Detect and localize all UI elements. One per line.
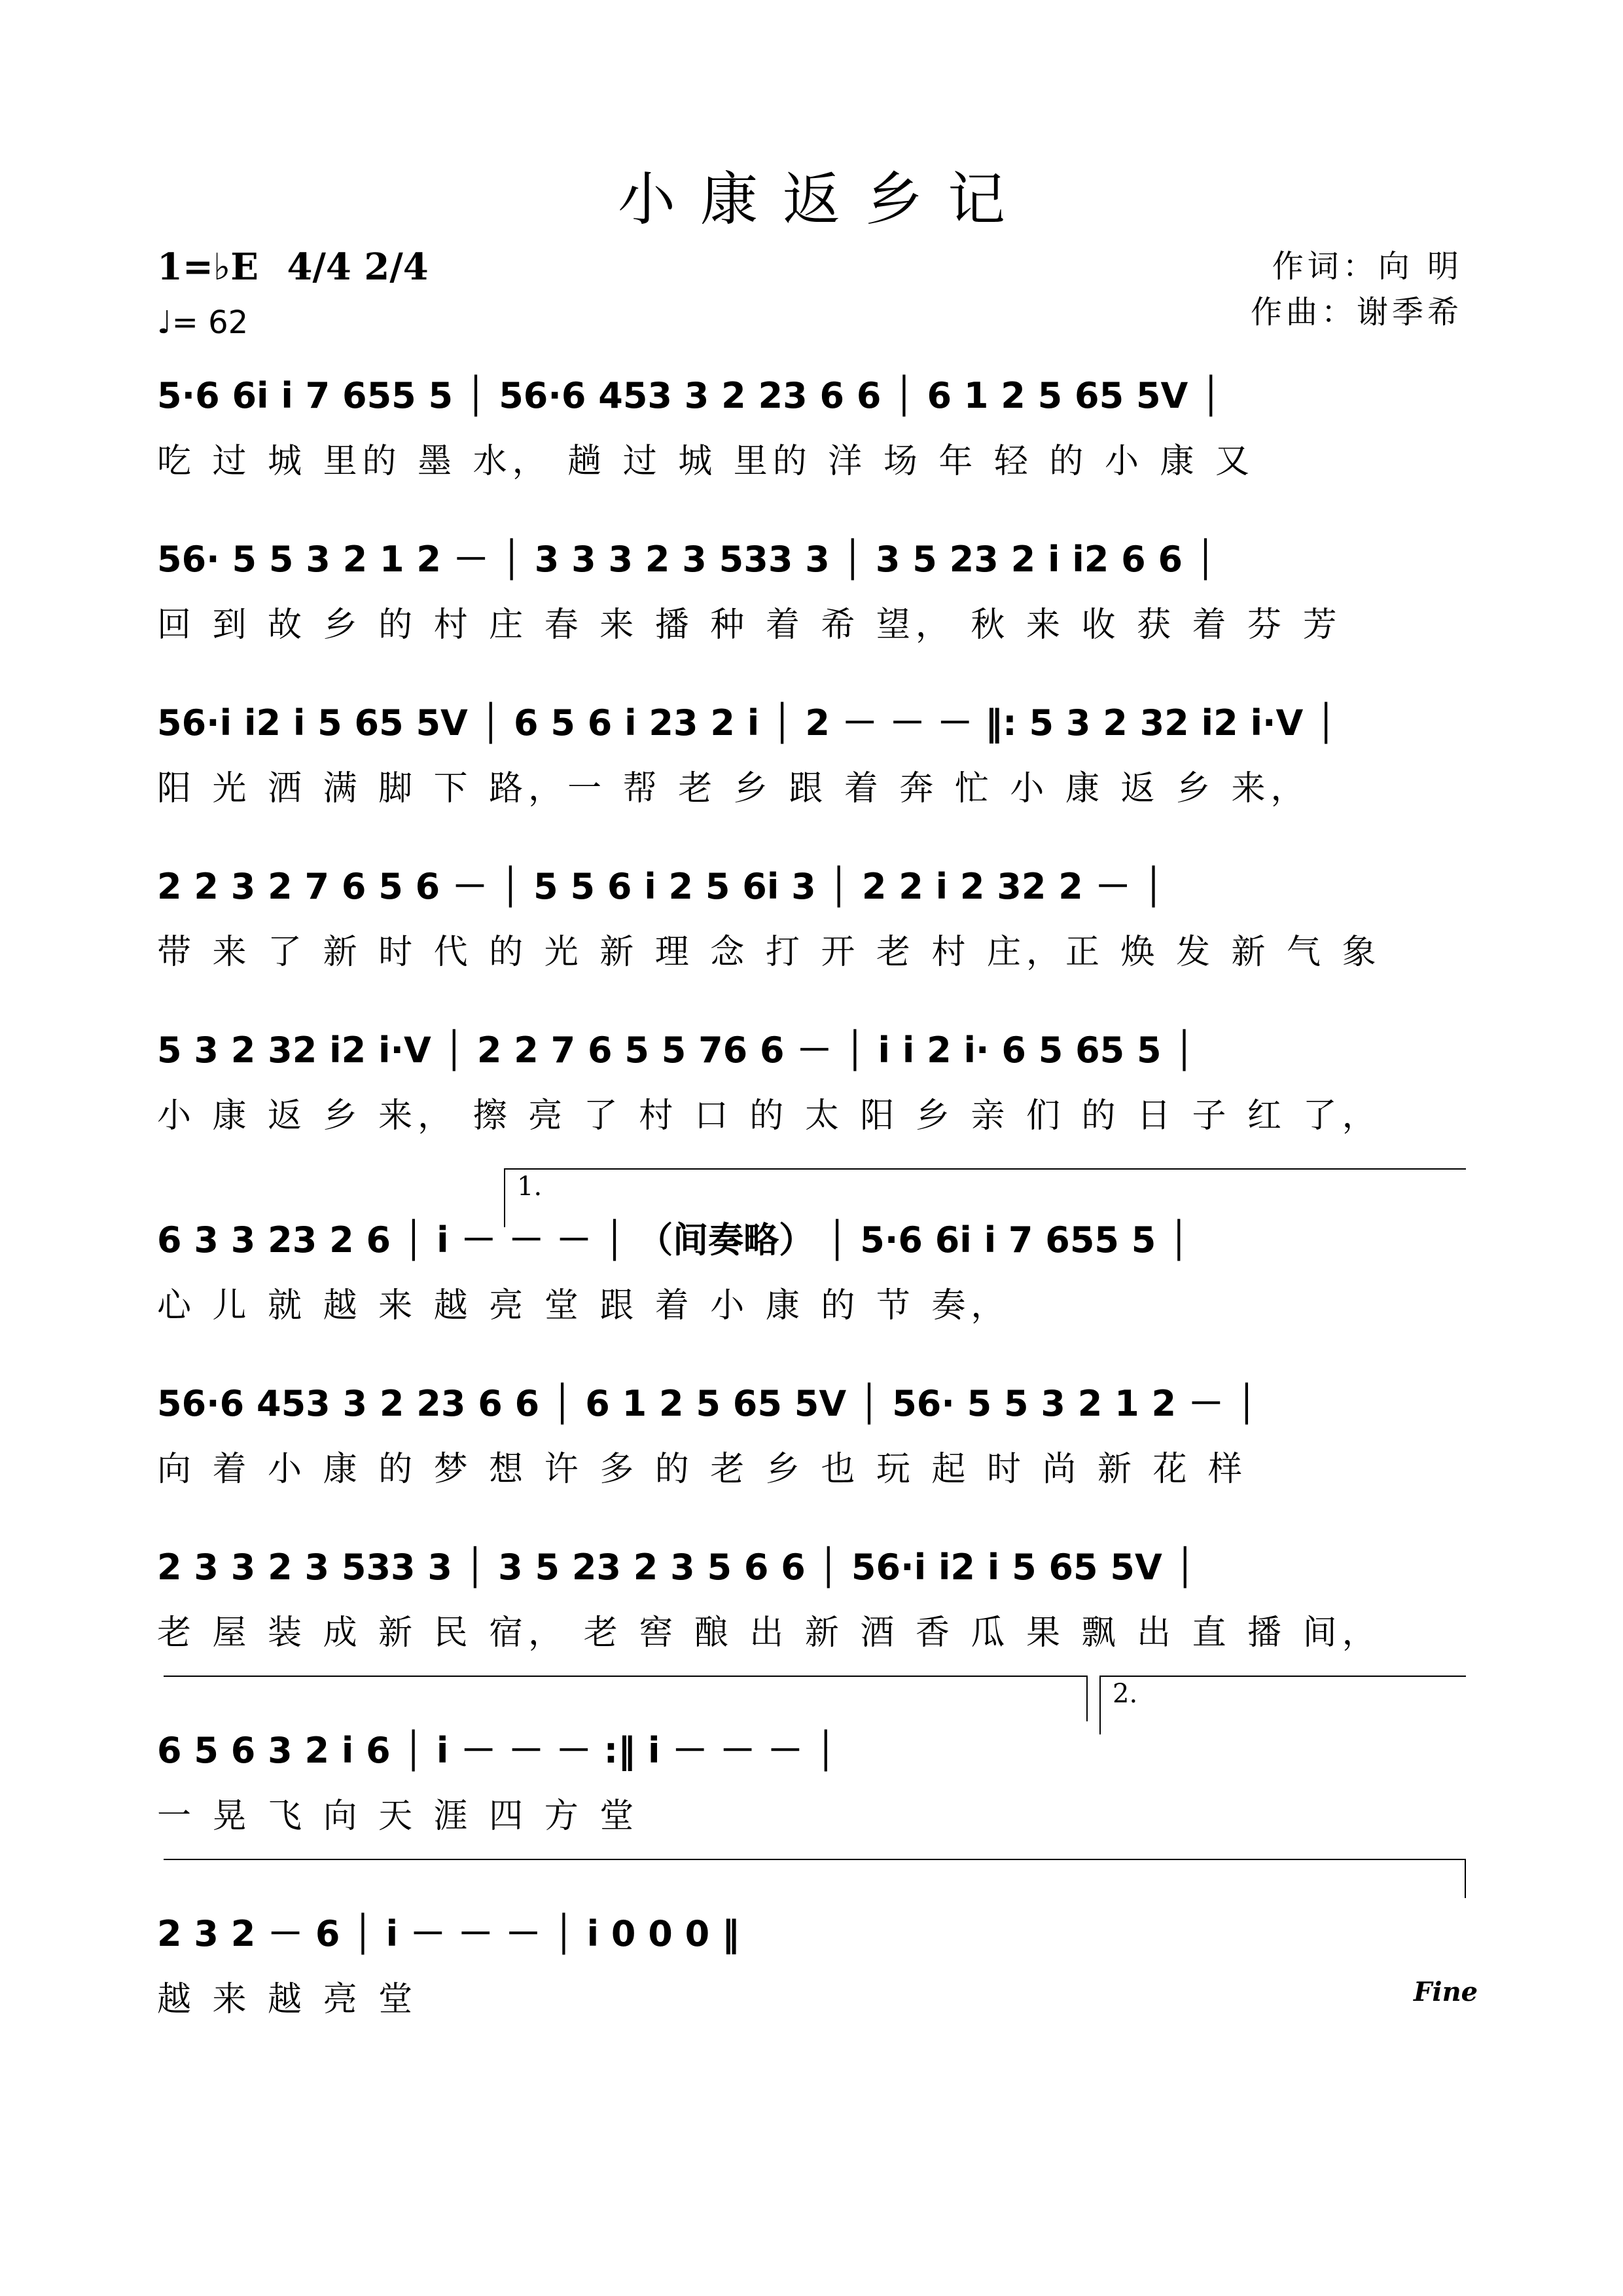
volta-2-bracket [1099, 1676, 1466, 1677]
score-system-5 [157, 1011, 1466, 1142]
lyrics-line: 吃 过 城 里的 墨 水， 趟 过 城 里的 洋 场 年 轻 的 小 康 又 [157, 442, 1255, 481]
lyrics-line: 老 屋 装 成 新 民 宿， 老 窖 酿 出 新 酒 香 瓜 果 飘 出 直 播 间， [157, 1613, 1382, 1653]
notation-line: 56·i i2 i 5 65 5ᐯ │ 6 5 6 i 23 2 i │ 2 － － － ‖: 5 3 2 32 i2 i·ᐯ │ [157, 702, 1337, 744]
notation-line: 56·6 453 3 2 23 6 6 │ 6 1 2 5 65 5ᐯ │ 56· 5 5 3 2 1 2 － │ [157, 1383, 1258, 1424]
lyrics-line: 心 儿 就 越 来 越 亮 堂 跟 着 小 康 的 节 奏， [157, 1286, 1010, 1325]
score-system-8 [157, 1528, 1466, 1659]
score-system-7 [157, 1365, 1466, 1496]
lyrics-line: 向 着 小 康 的 梦 想 许 多 的 老 乡 也 玩 起 时 尚 新 花 样 [157, 1450, 1248, 1489]
notation-line: 2 2 3 2 7 6 5 6 － │ 5 5 6 i 2 5 6i 3 │ 2 2 i 2 32 2 － │ [157, 866, 1164, 907]
tempo-marking: ♩= 62 [157, 304, 249, 341]
score-system-10 [157, 1895, 1466, 2026]
final-bracket-end [1465, 1859, 1466, 1898]
volta-1-bracket [504, 1168, 1466, 1170]
lyrics-line: 带 来 了 新 时 代 的 光 新 理 念 打 开 老 村 庄，正 焕 发 新 气 象 [157, 933, 1382, 972]
notation-line: 6 3 3 23 2 6 │ i － － － │ （间奏略） │ 5·6 6i i 7 655 5 │ [157, 1219, 1190, 1261]
score-system-6 [157, 1201, 1466, 1332]
score-system-3 [157, 684, 1466, 815]
score-system-2 [157, 520, 1466, 651]
score-system-4 [157, 848, 1466, 978]
notation-line: 5 3 2 32 i2 i·ᐯ │ 2 2 7 6 5 5 76 6 － │ i i 2 i· 6 5 65 5 │ [157, 1030, 1195, 1071]
score-system-1 [157, 357, 1466, 488]
lyrics-line: 一 晃 飞 向 天 涯 四 方 堂 [157, 1797, 639, 1836]
composer-credit: 作曲：谢季希 [1250, 294, 1463, 331]
score-system-9 [157, 1712, 1466, 1842]
volta-2-label: 2. [1113, 1679, 1138, 1709]
notation-line: 5·6 6i i 7 655 5 │ 56·6 453 3 2 23 6 6 │ 6 1 2 5 65 5ᐯ │ [157, 375, 1222, 416]
notation-line: 2 3 3 2 3 533 3 │ 3 5 23 2 3 5 6 6 │ 56·i i2 i 5 65 5ᐯ │ [157, 1547, 1196, 1588]
key-time-signature [157, 245, 429, 289]
key-signature: 1=♭E [157, 245, 259, 289]
lyrics-line: 越 来 越 亮 堂 [157, 1980, 418, 2019]
song-title: 小康返乡记 [617, 166, 1030, 233]
notation-line: 2 3 2 － 6 │ i － － － │ i 0 0 0 ‖ [157, 1913, 740, 1954]
fine-marking: Fine [1414, 1977, 1478, 2007]
lyrics-line: 阳 光 洒 满 脚 下 路，一 帮 老 乡 跟 着 奔 忙 小 康 返 乡 来， [157, 769, 1310, 808]
final-bracket [164, 1859, 1466, 1860]
notation-line: 6 5 6 3 2 i 6 │ i － － － :‖ i － － － │ [157, 1730, 837, 1771]
lyrics-line: 回 到 故 乡 的 村 庄 春 来 播 种 着 希 望， 秋 来 收 获 着 芬 芳 [157, 605, 1342, 645]
lyricist-credit: 作词：向 明 [1272, 248, 1463, 285]
volta-1-continuation [164, 1676, 1086, 1677]
volta-1-label: 1. [517, 1172, 543, 1202]
notation-line: 56· 5 5 3 2 1 2 － │ 3 3 3 2 3 533 3 │ 3 5 23 2 i i2 6 6 │ [157, 539, 1217, 580]
time-signature: 4/4 2/4 [287, 245, 429, 289]
lyrics-line: 小 康 返 乡 来， 擦 亮 了 村 口 的 太 阳 乡 亲 们 的 日 子 红 了， [157, 1096, 1382, 1136]
